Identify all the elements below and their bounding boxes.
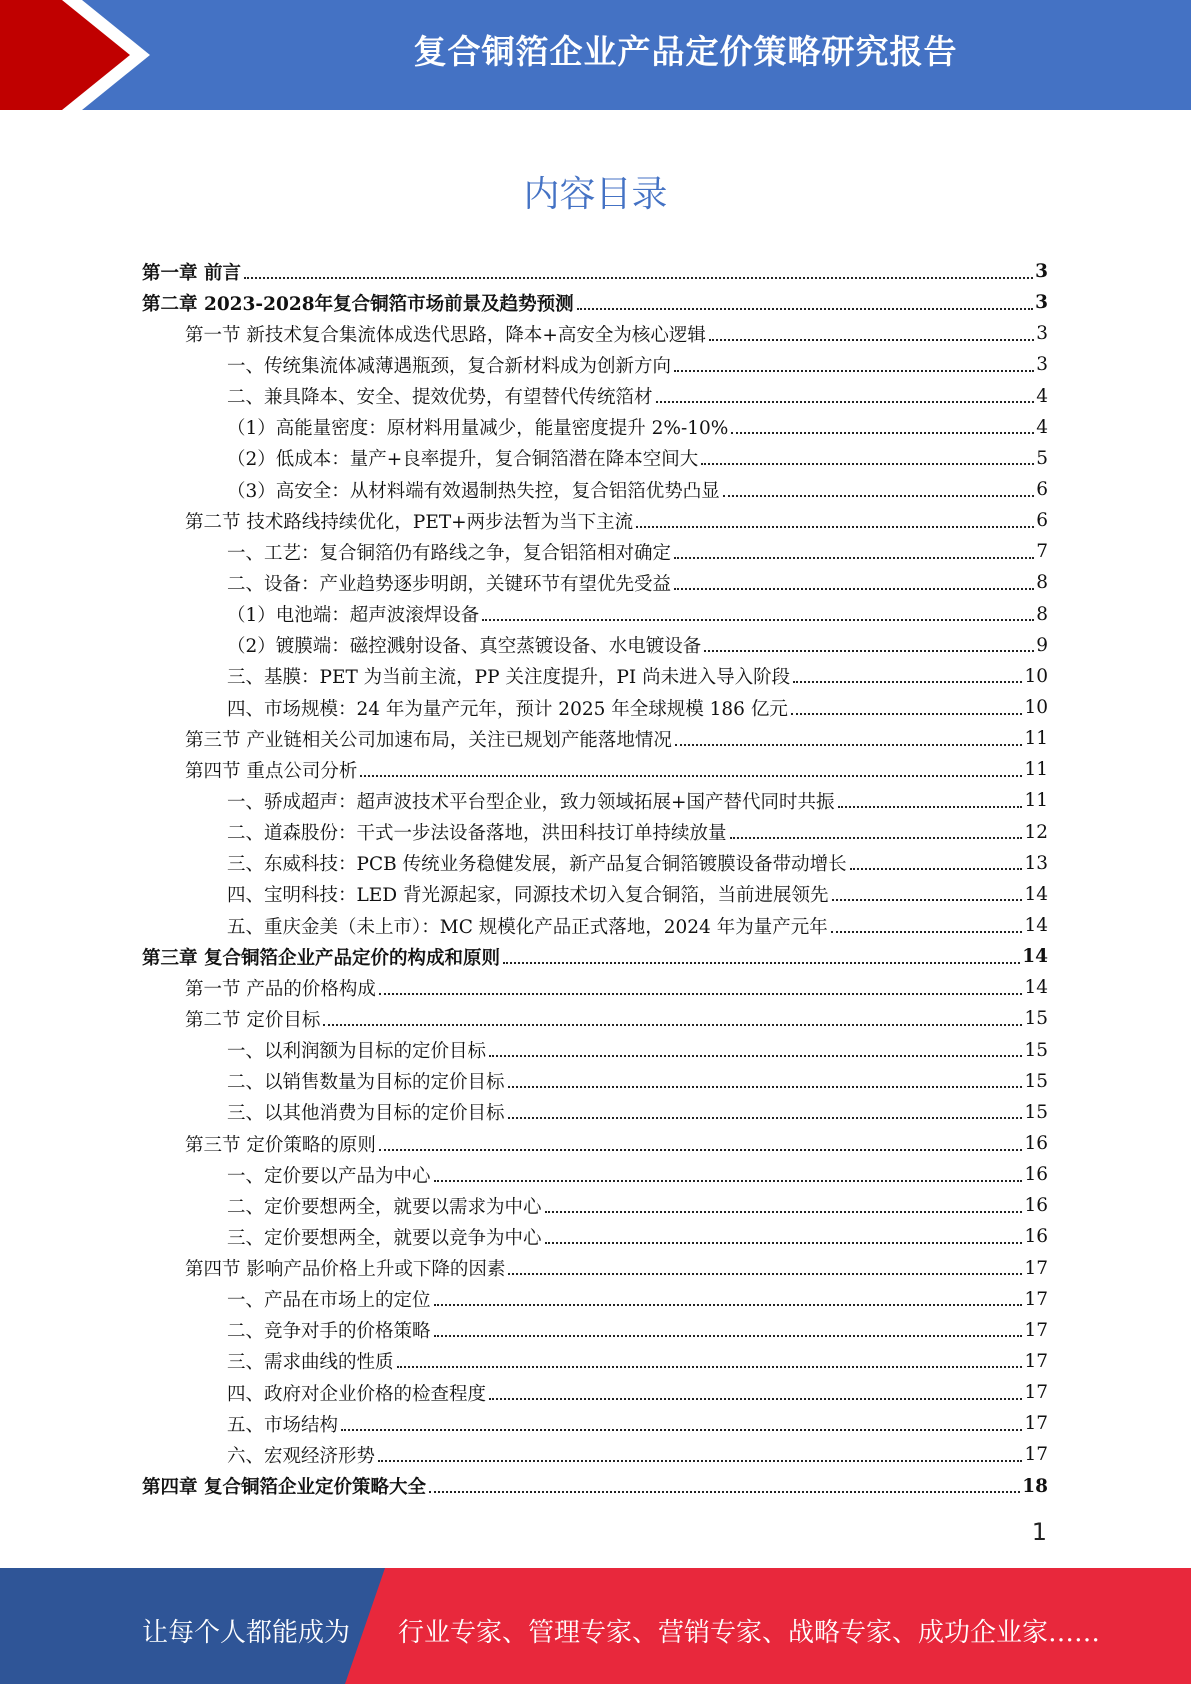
toc-leader-dots bbox=[434, 1180, 1023, 1182]
toc-entry[interactable] bbox=[142, 536, 1048, 567]
toc-entry-title: 二、设备：产业趋势逐步明朗，关键环节有望优先受益 bbox=[227, 573, 672, 595]
toc-leader-dots bbox=[378, 1460, 1022, 1462]
toc-entry-page: 11 bbox=[1024, 759, 1048, 781]
toc-leader-dots bbox=[838, 806, 1023, 808]
toc-entry-page: 3 bbox=[1035, 292, 1048, 314]
toc-entry[interactable] bbox=[142, 972, 1048, 1003]
toc-leader-dots bbox=[379, 993, 1023, 995]
toc-entry-title: 三、以其他消费为目标的定价目标 bbox=[227, 1103, 505, 1125]
toc-entry-page: 15 bbox=[1024, 1070, 1048, 1092]
toc-leader-dots bbox=[674, 370, 1034, 372]
page-number: 1 bbox=[1031, 1518, 1047, 1546]
toc-leader-dots bbox=[850, 868, 1023, 870]
toc-entry-page: 17 bbox=[1024, 1288, 1048, 1310]
toc-entry-page: 17 bbox=[1024, 1257, 1048, 1279]
header-banner bbox=[0, 0, 1191, 110]
toc-entry-page: 15 bbox=[1024, 1008, 1048, 1030]
toc-entry-title: 第一章 前言 bbox=[142, 262, 241, 284]
toc-entry[interactable] bbox=[142, 1408, 1048, 1439]
toc-leader-dots bbox=[434, 1335, 1023, 1337]
toc-leader-dots bbox=[482, 619, 1034, 621]
toc-entry-page: 11 bbox=[1024, 790, 1048, 812]
toc-entry-title: 三、定价要想两全，就要以竞争为中心 bbox=[227, 1227, 542, 1249]
report-title: 复合铜箔企业产品定价策略研究报告 bbox=[413, 32, 958, 71]
toc-entry[interactable] bbox=[142, 256, 1048, 287]
toc-entry[interactable] bbox=[142, 754, 1048, 785]
toc-leader-dots bbox=[508, 1273, 1022, 1275]
toc-entry-title: 一、产品在市场上的定位 bbox=[227, 1290, 431, 1312]
toc-leader-dots bbox=[397, 1366, 1023, 1368]
toc-leader-dots bbox=[701, 463, 1034, 465]
toc-entry[interactable] bbox=[142, 1097, 1048, 1128]
toc-entry-page: 14 bbox=[1024, 915, 1048, 937]
toc-entry[interactable] bbox=[142, 879, 1048, 910]
toc-entry-page: 3 bbox=[1036, 323, 1048, 345]
toc-leader-dots bbox=[323, 1024, 1022, 1026]
toc-leader-dots bbox=[503, 962, 1020, 964]
toc-leader-dots bbox=[360, 775, 1022, 777]
toc-entry-title: （1）电池端：超声波滚焊设备 bbox=[227, 605, 480, 627]
footer-banner bbox=[0, 1568, 1191, 1684]
toc-entry-title: 二、道森股份：干式一步法设备落地，洪田科技订单持续放量 bbox=[227, 823, 727, 845]
toc-entry-title: 五、市场结构 bbox=[227, 1414, 339, 1436]
toc-entry[interactable] bbox=[142, 318, 1048, 349]
toc-entry[interactable] bbox=[142, 567, 1048, 598]
toc-entry[interactable] bbox=[142, 723, 1048, 754]
toc-entry-page: 14 bbox=[1022, 946, 1048, 968]
toc-entry-title: 第二节 技术路线持续优化，PET+两步法暂为当下主流 bbox=[185, 511, 634, 533]
footer-slogan-left: 让每个人都能成为 bbox=[142, 1618, 351, 1648]
toc-entry-title: 二、以销售数量为目标的定价目标 bbox=[227, 1072, 505, 1094]
toc-entry-title: 二、竞争对手的价格策略 bbox=[227, 1321, 431, 1343]
toc-leader-dots bbox=[675, 744, 1023, 746]
toc-entry[interactable] bbox=[142, 1439, 1048, 1470]
toc-entry[interactable] bbox=[142, 443, 1048, 474]
toc-entry-page: 6 bbox=[1036, 479, 1048, 501]
toc-entry[interactable] bbox=[142, 785, 1048, 816]
toc-entry-title: 一、传统集流体减薄遇瓶颈，复合新材料成为创新方向 bbox=[227, 355, 672, 377]
toc-entry-title: 一、骄成超声：超声波技术平台型企业，致力领域拓展+国产替代同时共振 bbox=[227, 791, 835, 813]
toc-leader-dots bbox=[674, 557, 1034, 559]
toc-entry[interactable] bbox=[142, 941, 1048, 972]
toc-entry[interactable] bbox=[142, 412, 1048, 443]
toc-leader-dots bbox=[434, 1304, 1023, 1306]
toc-leader-dots bbox=[545, 1211, 1023, 1213]
toc-leader-dots bbox=[832, 899, 1023, 901]
toc-entry[interactable] bbox=[142, 1315, 1048, 1346]
toc-entry[interactable] bbox=[142, 1003, 1048, 1034]
toc-leader-dots bbox=[831, 931, 1023, 933]
toc-leader-dots bbox=[704, 650, 1034, 652]
toc-entry[interactable] bbox=[142, 1377, 1048, 1408]
toc-entry-page: 3 bbox=[1035, 261, 1048, 283]
toc-entry-page: 17 bbox=[1024, 1350, 1048, 1372]
toc-entry-title: 二、定价要想两全，就要以需求为中心 bbox=[227, 1196, 542, 1218]
toc-entry-title: （2）低成本：量产+良率提升，复合铜箔潜在降本空间大 bbox=[227, 449, 699, 471]
toc-entry-title: 三、基膜：PET 为当前主流，PP 关注度提升，PI 尚未进入导入阶段 bbox=[227, 667, 791, 689]
toc-entry-page: 17 bbox=[1024, 1319, 1048, 1341]
toc-entry-page: 14 bbox=[1024, 883, 1048, 905]
chevron-arrow-icon bbox=[0, 0, 160, 110]
toc-entry-title: 第三节 定价策略的原则 bbox=[185, 1134, 376, 1156]
toc-entry-page: 8 bbox=[1036, 603, 1048, 625]
toc-entry[interactable] bbox=[142, 1190, 1048, 1221]
toc-entry[interactable] bbox=[142, 692, 1048, 723]
toc-leader-dots bbox=[508, 1117, 1023, 1119]
toc-entry[interactable] bbox=[142, 1159, 1048, 1190]
toc-entry[interactable] bbox=[142, 1221, 1048, 1252]
table-of-contents bbox=[142, 256, 1048, 1502]
toc-entry[interactable] bbox=[142, 474, 1048, 505]
toc-leader-dots bbox=[429, 1491, 1020, 1493]
toc-entry-page: 16 bbox=[1024, 1164, 1048, 1186]
toc-entry-page: 4 bbox=[1036, 385, 1048, 407]
toc-entry-title: 第二节 定价目标 bbox=[185, 1009, 321, 1031]
toc-entry-page: 6 bbox=[1036, 510, 1048, 532]
toc-entry[interactable] bbox=[142, 661, 1048, 692]
toc-entry[interactable] bbox=[142, 848, 1048, 879]
toc-entry-page: 14 bbox=[1024, 977, 1048, 999]
toc-entry[interactable] bbox=[142, 1066, 1048, 1097]
toc-entry-page: 10 bbox=[1024, 665, 1048, 687]
toc-leader-dots bbox=[674, 588, 1034, 590]
toc-entry-title: 第四节 影响产品价格上升或下降的因素 bbox=[185, 1259, 506, 1281]
toc-entry[interactable] bbox=[142, 1128, 1048, 1159]
toc-entry-page: 15 bbox=[1024, 1039, 1048, 1061]
toc-entry-title: 第一节 产品的价格构成 bbox=[185, 978, 376, 1000]
toc-entry[interactable] bbox=[142, 1470, 1048, 1501]
toc-leader-dots bbox=[341, 1429, 1022, 1431]
toc-entry[interactable] bbox=[142, 287, 1048, 318]
toc-leader-dots bbox=[656, 401, 1035, 403]
toc-entry-title: 三、需求曲线的性质 bbox=[227, 1352, 394, 1374]
toc-leader-dots bbox=[730, 837, 1023, 839]
toc-entry[interactable] bbox=[142, 630, 1048, 661]
toc-entry-title: （1）高能量密度：原材料用量减少，能量密度提升 2%-10% bbox=[227, 418, 729, 440]
toc-entry-page: 9 bbox=[1036, 634, 1048, 656]
toc-entry-page: 17 bbox=[1024, 1413, 1048, 1435]
toc-leader-dots bbox=[791, 713, 1023, 715]
toc-leader-dots bbox=[545, 1242, 1023, 1244]
toc-entry-title: 第二章 2023-2028年复合铜箔市场前景及趋势预测 bbox=[142, 293, 574, 315]
toc-leader-dots bbox=[379, 1149, 1023, 1151]
toc-entry[interactable] bbox=[142, 817, 1048, 848]
toc-entry-page: 12 bbox=[1024, 821, 1048, 843]
toc-entry-title: （3）高安全：从材料端有效遏制热失控，复合铝箔优势凸显 bbox=[227, 480, 720, 502]
toc-entry[interactable] bbox=[142, 505, 1048, 536]
toc-leader-dots bbox=[508, 1086, 1023, 1088]
toc-entry-page: 13 bbox=[1024, 852, 1048, 874]
toc-entry[interactable] bbox=[142, 1035, 1048, 1066]
toc-entry-title: 第三节 产业链相关公司加速布局，关注已规划产能落地情况 bbox=[185, 729, 672, 751]
toc-entry-page: 16 bbox=[1024, 1133, 1048, 1154]
toc-leader-dots bbox=[244, 277, 1033, 279]
toc-entry-page: 16 bbox=[1024, 1195, 1048, 1217]
toc-entry-title: 第一节 新技术复合集流体成迭代思路，降本+高安全为核心逻辑 bbox=[185, 324, 706, 346]
toc-entry-title: 一、以利润额为目标的定价目标 bbox=[227, 1041, 487, 1063]
toc-entry-page: 3 bbox=[1036, 354, 1048, 376]
toc-entry-page: 11 bbox=[1024, 728, 1048, 750]
toc-entry[interactable] bbox=[142, 349, 1048, 380]
toc-entry-title: 第四章 复合铜箔企业定价策略大全 bbox=[142, 1477, 426, 1499]
toc-entry-title: 四、市场规模：24 年为量产元年，预计 2025 年全球规模 186 亿元 bbox=[227, 698, 788, 720]
toc-leader-dots bbox=[577, 308, 1034, 310]
footer-slogan-right: 行业专家、管理专家、营销专家、战略专家、成功企业家…… bbox=[398, 1618, 1101, 1648]
toc-entry-page: 5 bbox=[1036, 447, 1048, 469]
toc-leader-dots bbox=[489, 1398, 1022, 1400]
toc-leader-dots bbox=[636, 526, 1034, 528]
toc-entry-title: 六、宏观经济形势 bbox=[227, 1445, 376, 1467]
toc-leader-dots bbox=[489, 1055, 1022, 1057]
toc-entry-title: 四、政府对企业价格的检查程度 bbox=[227, 1383, 487, 1405]
toc-entry-page: 8 bbox=[1036, 572, 1048, 594]
toc-entry-title: 五、重庆金美（未上市）：MC 规模化产品正式落地，2024 年为量产元年 bbox=[227, 916, 828, 938]
toc-entry-title: 二、兼具降本、安全、提效优势，有望替代传统箔材 bbox=[227, 387, 653, 409]
toc-entry[interactable] bbox=[142, 599, 1048, 630]
toc-entry-title: 第四节 重点公司分析 bbox=[185, 760, 358, 782]
toc-entry-title: 第三章 复合铜箔企业产品定价的构成和原则 bbox=[142, 947, 500, 969]
toc-leader-dots bbox=[793, 681, 1022, 683]
toc-entry[interactable] bbox=[142, 910, 1048, 941]
toc-entry-page: 10 bbox=[1024, 697, 1048, 719]
toc-entry[interactable] bbox=[142, 1346, 1048, 1377]
toc-leader-dots bbox=[723, 495, 1034, 497]
toc-entry-page: 16 bbox=[1024, 1226, 1048, 1248]
toc-entry-title: （2）镀膜端：磁控溅射设备、真空蒸镀设备、水电镀设备 bbox=[227, 636, 702, 658]
toc-entry-page: 7 bbox=[1036, 541, 1048, 563]
toc-entry-title: 一、工艺：复合铜箔仍有路线之争，复合铝箔相对确定 bbox=[227, 542, 672, 564]
toc-entry-page: 18 bbox=[1022, 1475, 1048, 1497]
toc-entry-page: 4 bbox=[1036, 416, 1048, 438]
toc-entry[interactable] bbox=[142, 1253, 1048, 1284]
toc-leader-dots bbox=[709, 339, 1034, 341]
toc-entry[interactable] bbox=[142, 381, 1048, 412]
toc-entry-title: 四、宝明科技：LED 背光源起家，同源技术切入复合铜箔，当前进展领先 bbox=[227, 885, 829, 907]
toc-entry-page: 17 bbox=[1024, 1444, 1048, 1466]
toc-entry-page: 17 bbox=[1024, 1382, 1048, 1404]
toc-entry[interactable] bbox=[142, 1284, 1048, 1315]
toc-entry-title: 三、东威科技：PCB 传统业务稳健发展，新产品复合铜箔镀膜设备带动增长 bbox=[227, 854, 847, 876]
toc-leader-dots bbox=[731, 432, 1034, 434]
toc-entry-page: 15 bbox=[1024, 1101, 1048, 1123]
toc-entry-title: 一、定价要以产品为中心 bbox=[227, 1165, 431, 1187]
toc-heading: 内容目录 bbox=[523, 174, 668, 215]
